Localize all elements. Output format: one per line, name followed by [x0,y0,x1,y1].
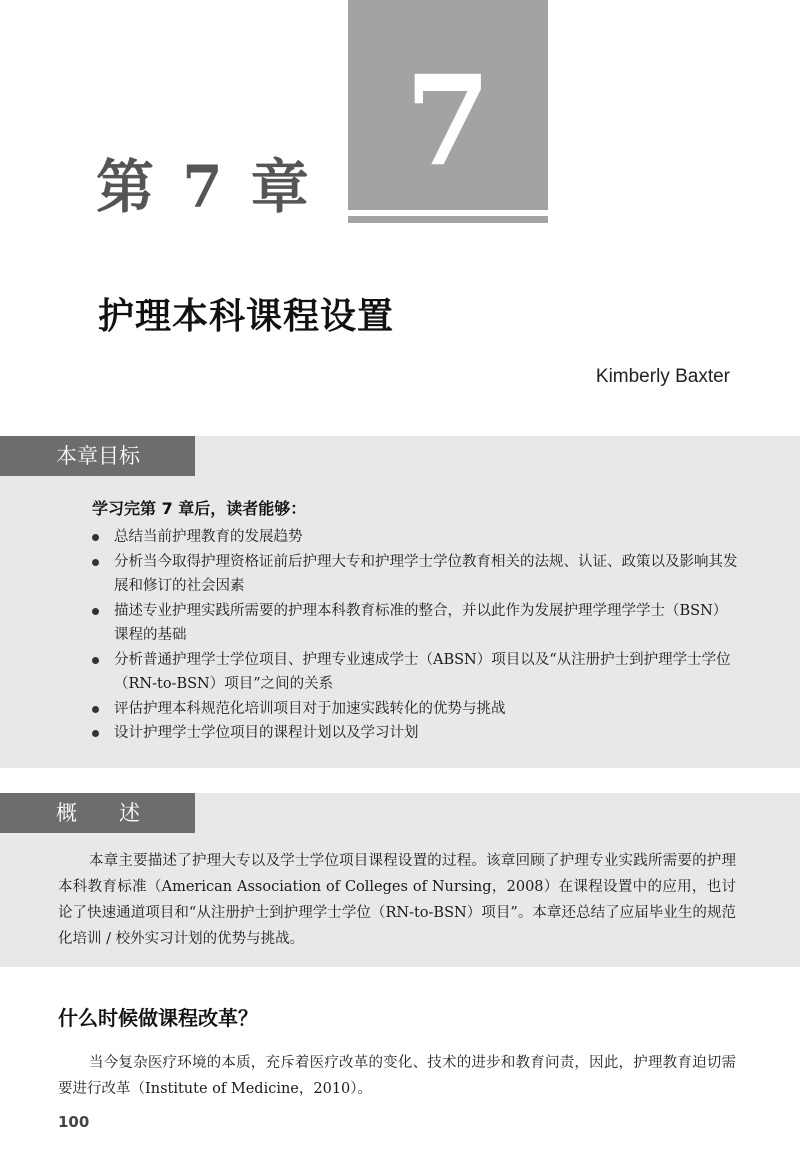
chapter-number-underline [348,216,548,223]
chapter-number: 7 [404,49,492,194]
overview-text: 本章主要描述了护理大专以及学士学位项目课程设置的过程。该章回顾了护理专业实践所需要的护理本科教育标准（American Association of Colleges of Nursing，2008）在课程设置中的应用，也讨论了快速通道项目和“从注册护士到护理学士学位（RN-to-BSN）项目”。本章还总结了应届毕业生的规范化培训 / 校外实习计划的优势与挑战。 [58,853,736,947]
objective-item: 评估护理本科规范化培训项目对于加速实践转化的优势与挑战 [90,697,740,722]
objectives-lead: 学习完第 7 章后，读者能够： [92,499,307,518]
chapter-title: 护理本科课程设置 [98,296,395,337]
objective-item: 分析普通护理学士学位项目、护理专业速成学士（ABSN）项目以及“从注册护士到护理学士学位（RN-to-BSN）项目”之间的关系 [90,648,740,697]
objective-item: 总结当前护理教育的发展趋势 [90,525,740,550]
body-paragraph: 当今复杂医疗环境的本质，充斥着医疗改革的变化、技术的进步和教育问责，因此，护理教育迫切需要进行改革（Institute of Medicine，2010）。 [58,1055,736,1097]
objectives-list [90,525,740,746]
section-heading: 什么时候做课程改革？ [58,1006,258,1030]
overview-tab: 概 述 [0,793,195,833]
objective-item: 分析当今取得护理资格证前后护理大专和护理学士学位教育相关的法规、认证、政策以及影响其发展和修订的社会因素 [90,550,740,599]
author-name: Kimberly Baxter [595,366,730,387]
objective-item: 描述专业护理实践所需要的护理本科教育标准的整合，并以此作为发展护理学理学学士（BSN）课程的基础 [90,599,740,648]
objectives-tab: 本章目标 [0,436,195,476]
objective-item: 设计护理学士学位项目的课程计划以及学习计划 [90,721,740,746]
page-number: 100 [58,1113,90,1131]
chapter-label: 第 7 章 [96,153,313,221]
